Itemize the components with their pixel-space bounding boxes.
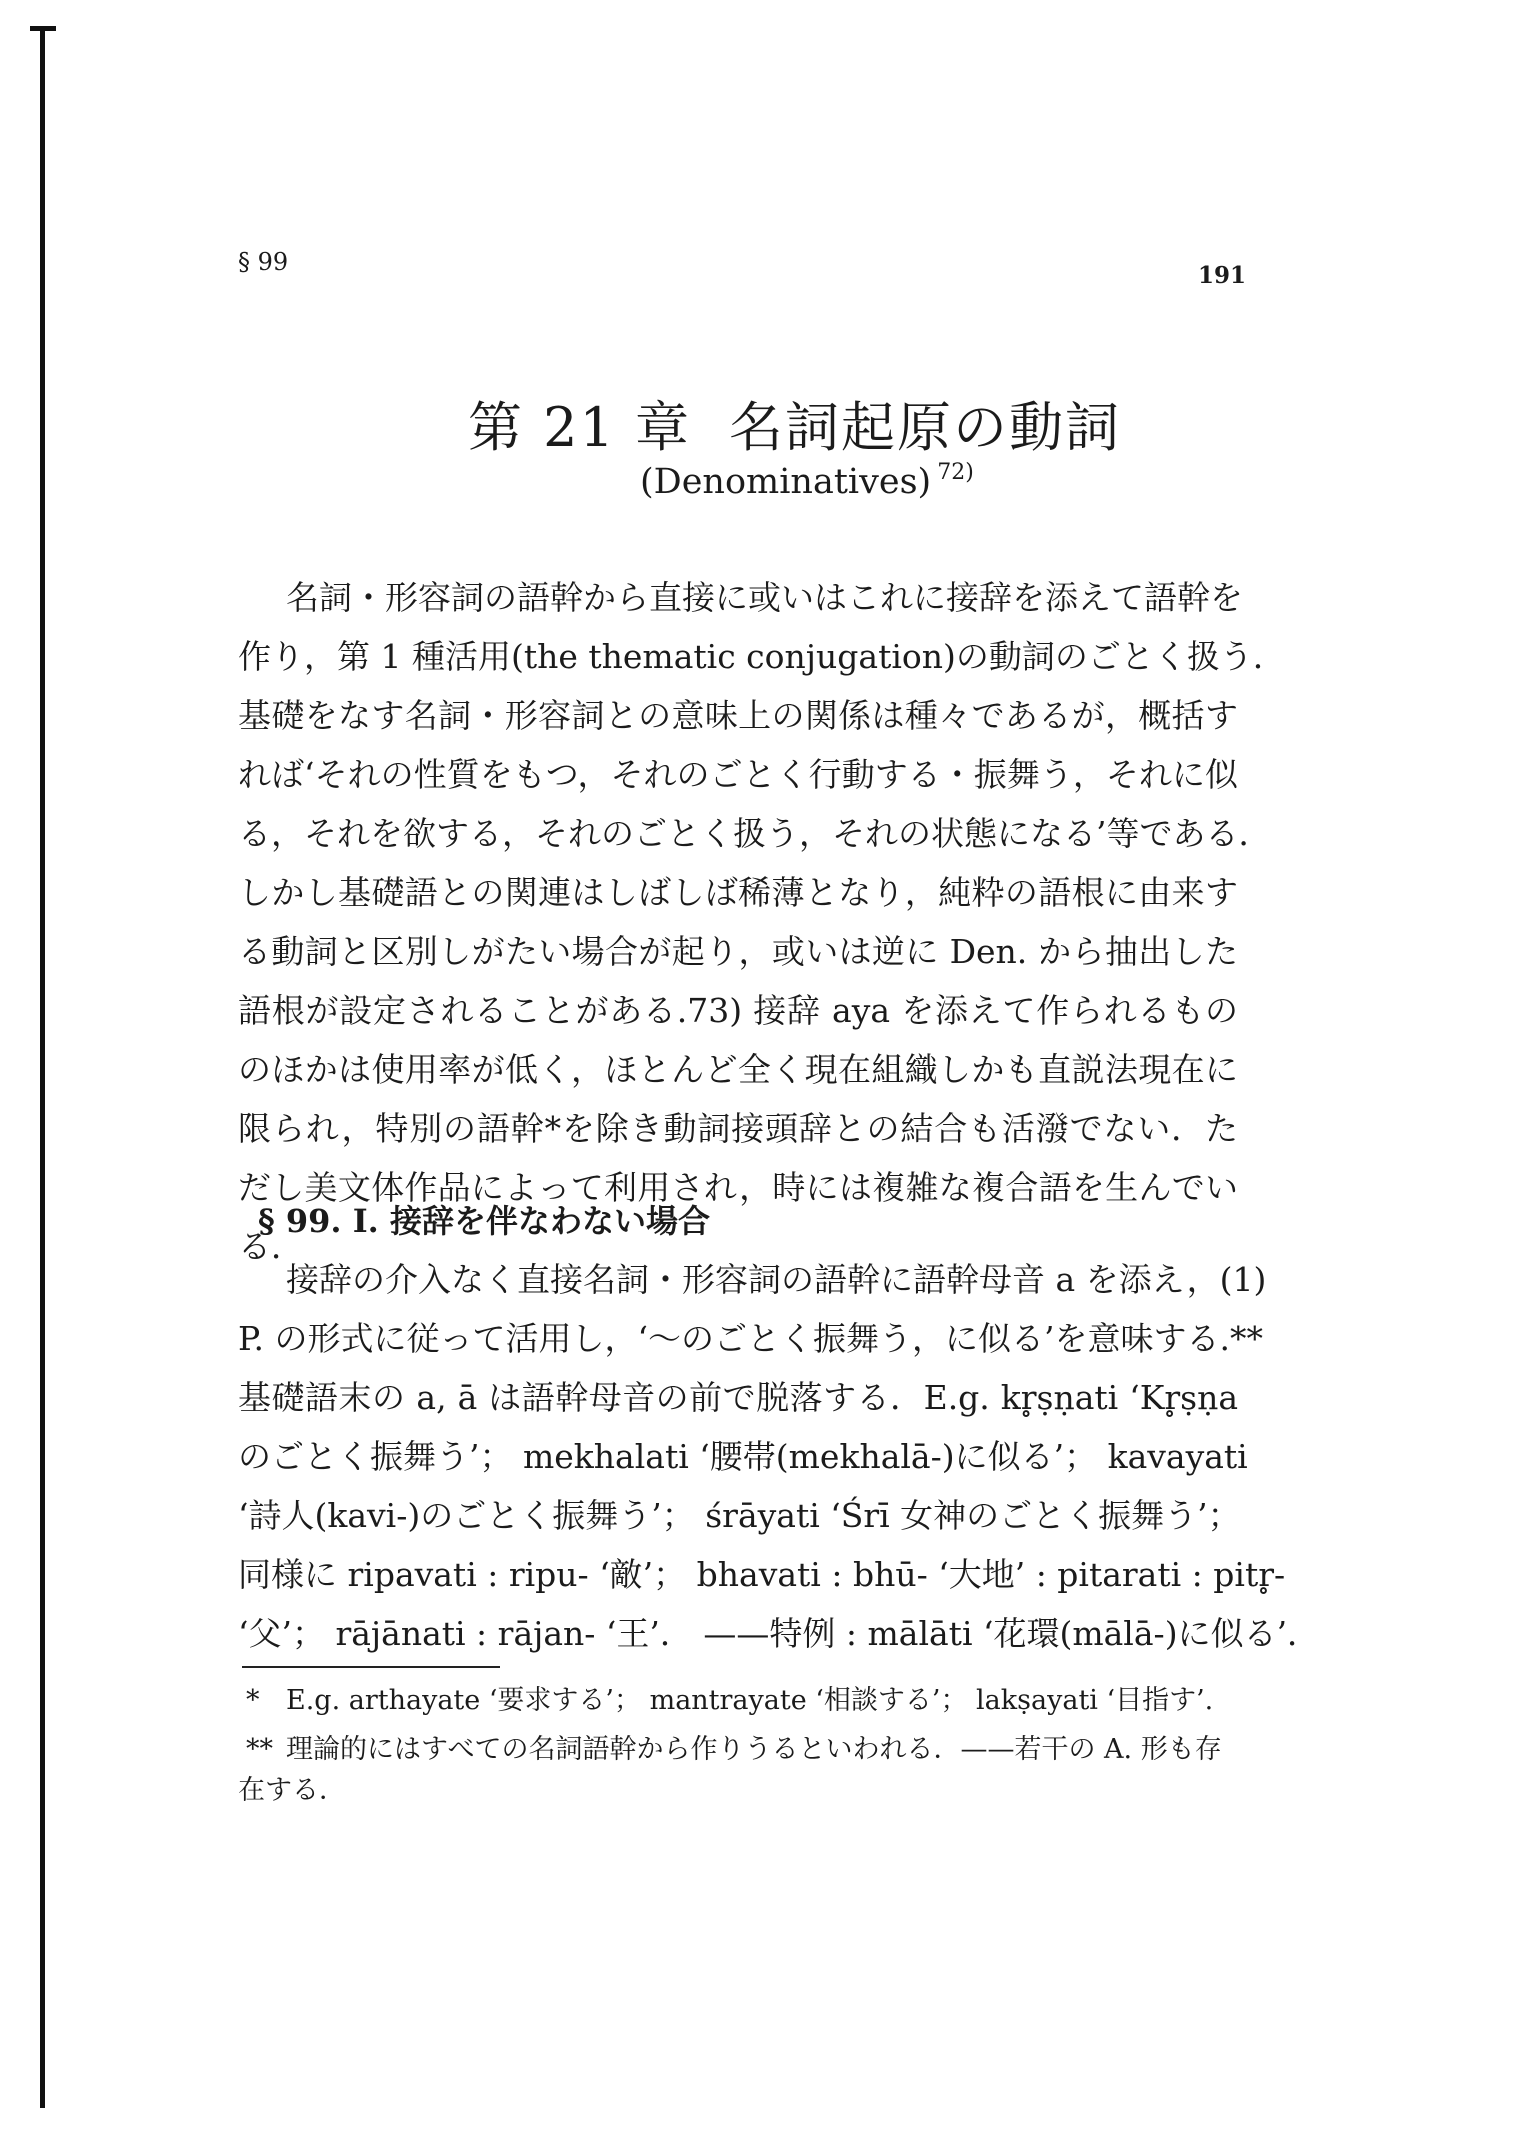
text-line: 限られ，特別の語幹*を除き動詞接頭辞との結合も活潑でない．た [238,1109,1238,1148]
section-paragraph [238,1250,1321,1663]
text-line: 基礎語末の a, ā は語幹母音の前で脱落する．E.g. kr̥ṣṇati ‘Kr̥ṣṇa [238,1378,1238,1417]
text-line: 名詞・形容詞の語幹から直接に或いはこれに接辞を添えて語幹を [286,578,1243,617]
chapter-title-text: 名詞起原の動詞 [729,396,1122,459]
footnote-divider [242,1666,500,1668]
footnote-mark: ** [246,1734,273,1765]
text-line: る動詞と区別しがたい場合が起り，或いは逆に Den. から抽出した [238,932,1238,971]
text-line: 接辞の介入なく直接名詞・形容詞の語幹に語幹母音 a を添え，(1) [286,1260,1267,1299]
footnote-text: E.g. arthayate ‘要求する’； mantrayate ‘相談する’； lakṣayati ‘目指す’. [286,1685,1214,1716]
footnote [238,1729,1238,1811]
footnote-text: 理論的にはすべての名詞語幹から作りうるといわれる．——若干の A. 形も存在する． [238,1734,1222,1806]
text-line: 基礎をなす名詞・形容詞との意味上の関係は種々であるが，概括す [238,696,1238,735]
subtitle-note-ref: 72) [937,460,974,485]
text-line: 同様に ripavati : ripu- ‘敵’； bhavati : bhū- ‘大地’ : pitarati : pitr̥- [238,1555,1286,1594]
text-line: 語根が設定されることがある.73) 接辞 aya を添えて作られるもの [238,991,1238,1030]
footnote-mark: * [246,1685,260,1716]
text-line: 作り，第 1 種活用(the thematic conjugation)の動詞のごとく扱う． [238,637,1286,676]
text-line: れば‘それの性質をもつ，それのごとく行動する・振舞う，それに似 [238,755,1238,794]
text-line: しかし基礎語との関連はしばしば稀薄となり，純粋の語根に由来す [238,873,1238,912]
text-line: のごとく振舞う’； mekhalati ‘腰帯(mekhalā-)に似る’； kavayati [238,1437,1248,1476]
text-line: P. の形式に従って活用し，‘～のごとく振舞う，に似る’を意味する.** [238,1319,1263,1358]
chapter-number-label: 第 21 章 [468,396,692,459]
intro-paragraph [238,568,1286,1276]
text-line: のほかは使用率が低く，ほとんど全く現在組織しかも直説法現在に [238,1050,1238,1089]
footnotes [238,1680,1238,1819]
text-line: だし美文体作品によって利用され，時には複雑な複合語を生んでい [238,1168,1238,1207]
chapter-title [468,385,1121,462]
running-header-section: § 99 [238,248,289,276]
section-heading: § 99. I. 接辞を伴なわない場合 [258,1202,710,1240]
binding-edge-line [40,28,45,2108]
text-line: ‘詩人(kavi-)のごとく振舞う’； śrāyati ‘Śrī 女神のごとく振舞う’； [238,1496,1241,1535]
chapter-subtitle-text: (Denominatives) [640,462,932,502]
text-line: ‘父’； rājānati : rājan- ‘王’． ——特例 : mālāti ‘花環(mālā-)に似る’． [238,1614,1321,1653]
page-number: 191 [1198,262,1247,289]
chapter-subtitle [640,460,974,502]
footnote [238,1680,1238,1721]
text-line: る，それを欲する，それのごとく扱う，それの状態になる’等である． [238,814,1272,853]
text-line: る． [238,1227,304,1266]
